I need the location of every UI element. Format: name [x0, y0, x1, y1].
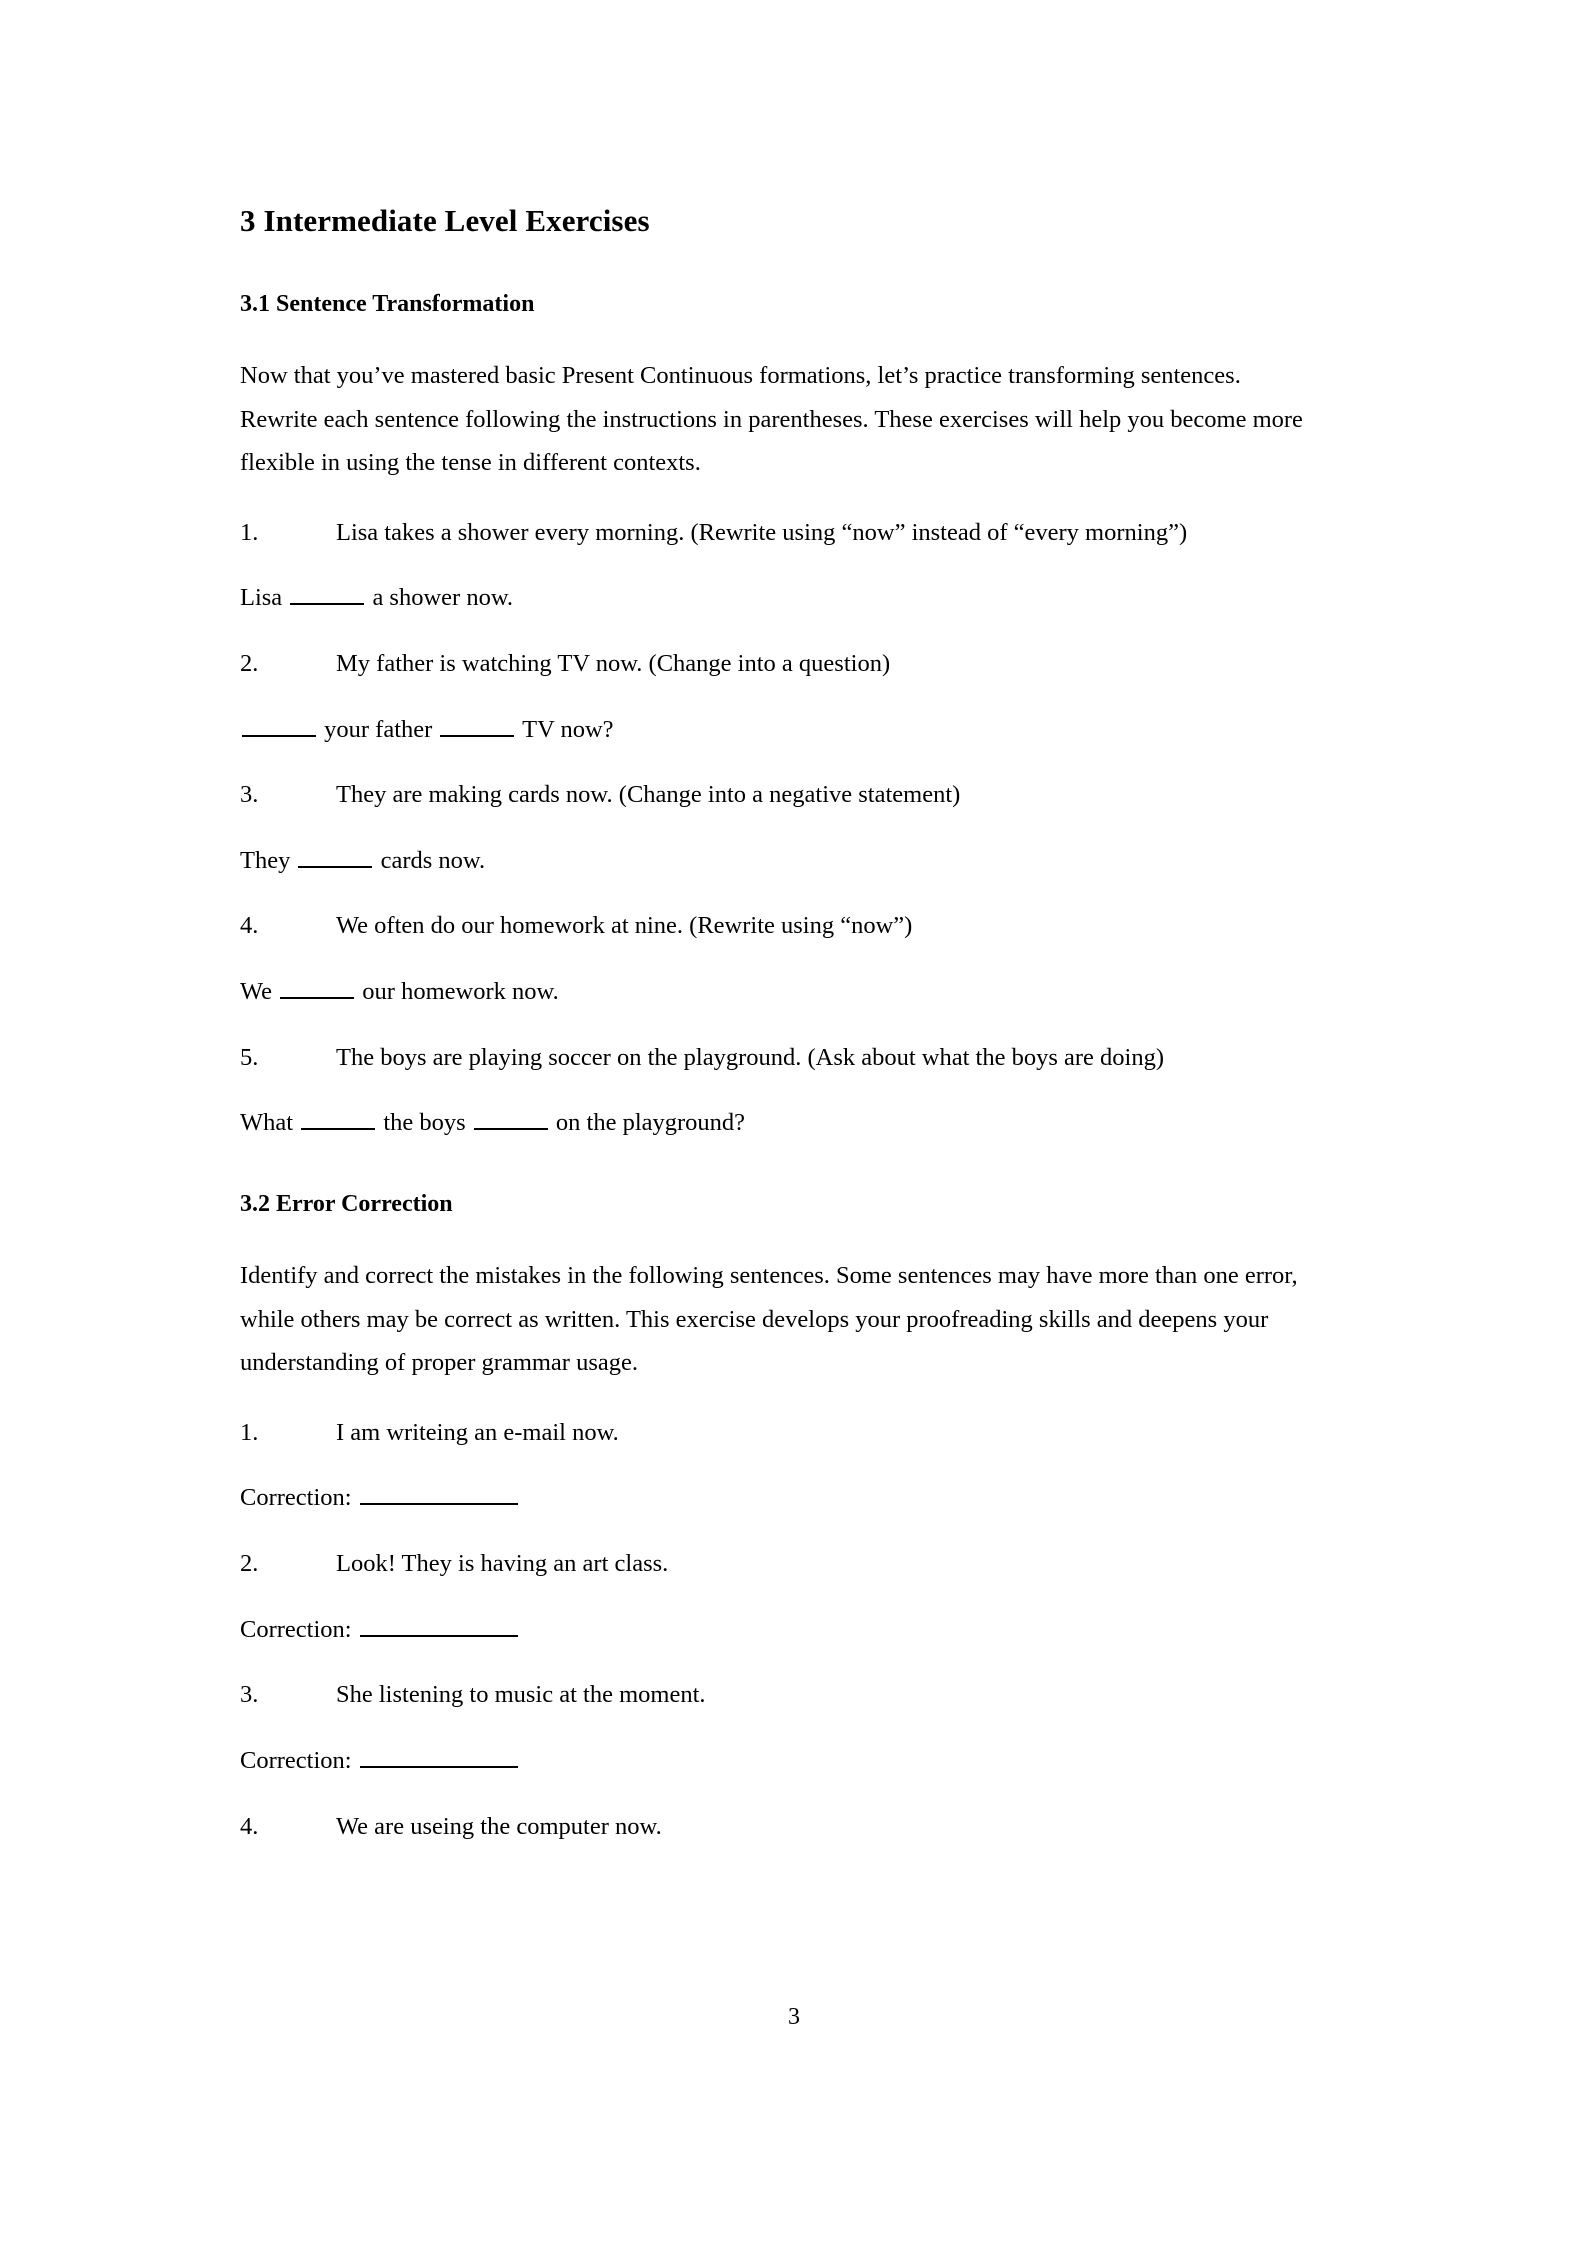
exercise-prompt: I am writeing an e-mail now. [336, 1418, 619, 1446]
exercise-prompt: The boys are playing soccer on the playground. (Ask about what the boys are doing) [336, 1043, 1165, 1071]
exercise-item [240, 1673, 1322, 1717]
answer-line [240, 708, 1322, 752]
answer-prefix: They [240, 846, 291, 874]
correction-blank[interactable] [360, 1612, 518, 1637]
answer-prefix: We [240, 978, 273, 1006]
answer-middle: the boys [383, 1109, 466, 1137]
exercise-prompt: She listening to music at the moment. [336, 1681, 706, 1709]
exercise-prompt: My father is watching TV now. (Change into a question) [336, 649, 891, 677]
correction-label: Correction: [240, 1615, 352, 1643]
answer-line [240, 1101, 1322, 1145]
answer-suffix: TV now? [522, 715, 614, 743]
answer-middle: your father [324, 715, 433, 743]
correction-label: Correction: [240, 1484, 352, 1512]
exercise-item [240, 1036, 1322, 1080]
section-intro-3-2: Identify and correct the mistakes in the following sentences. Some sentences may have more than one error, while others may be correct as written. This exercise develops your proofreading skills and deepens your understanding of proper grammar usage. [240, 1262, 1298, 1377]
exercise-item [240, 904, 1322, 948]
answer-middle: our homework now. [362, 978, 559, 1006]
exercise-prompt: Lisa takes a shower every morning. (Rewrite using “now” instead of “every morning”) [336, 518, 1188, 546]
exercise-prompt: They are making cards now. (Change into a negative statement) [336, 781, 961, 809]
answer-suffix: on the playground? [555, 1109, 746, 1137]
answer-blank[interactable] [298, 843, 372, 868]
exercise-number: 2. [240, 649, 259, 677]
chapter-heading: 3 Intermediate Level Exercises [240, 203, 650, 238]
exercise-number: 3. [240, 781, 259, 809]
exercise-prompt: Look! They is having an art class. [336, 1550, 669, 1578]
exercise-number: 1. [240, 1418, 259, 1446]
correction-line [240, 1476, 1322, 1520]
section-intro-3-1: Now that you’ve mastered basic Present Continuous formations, let’s practice transforming sentences. Rewrite each sentence following the instructions in parentheses. These exercises will help you become more flexible in using the tense in different contexts. [240, 361, 1303, 477]
answer-blank[interactable] [474, 1106, 548, 1131]
correction-line [240, 1608, 1322, 1652]
exercise-number: 5. [240, 1043, 259, 1071]
exercise-item [240, 773, 1322, 817]
answer-line [240, 839, 1322, 883]
answer-middle: cards now. [380, 846, 486, 874]
exercise-number: 1. [240, 518, 259, 546]
answer-blank[interactable] [242, 712, 316, 737]
exercise-number: 4. [240, 912, 259, 940]
answer-blank[interactable] [440, 712, 514, 737]
exercise-item [240, 511, 1322, 555]
exercise-item [240, 1805, 1322, 1849]
answer-blank[interactable] [290, 581, 364, 606]
page-content [240, 202, 1322, 1870]
exercise-item [240, 642, 1322, 686]
exercise-number: 2. [240, 1550, 259, 1578]
exercise-prompt: We often do our homework at nine. (Rewrite using “now”) [336, 912, 913, 940]
answer-line [240, 576, 1322, 620]
exercise-number: 4. [240, 1812, 259, 1840]
section-heading-3-1: 3.1 Sentence Transformation [240, 290, 535, 317]
answer-prefix: What [240, 1109, 294, 1137]
answer-blank[interactable] [280, 975, 354, 1000]
answer-middle: a shower now. [372, 584, 514, 612]
exercise-prompt: We are useing the computer now. [336, 1812, 662, 1840]
correction-line [240, 1739, 1322, 1783]
correction-blank[interactable] [360, 1743, 518, 1768]
correction-blank[interactable] [360, 1481, 518, 1506]
exercise-item [240, 1542, 1322, 1586]
exercise-item [240, 1411, 1322, 1455]
answer-line [240, 970, 1322, 1014]
section-heading-3-2: 3.2 Error Correction [240, 1190, 453, 1217]
exercise-number: 3. [240, 1681, 259, 1709]
correction-label: Correction: [240, 1746, 352, 1774]
answer-blank[interactable] [301, 1106, 375, 1131]
page-number: 3 [788, 2004, 800, 2030]
answer-prefix: Lisa [240, 584, 283, 612]
